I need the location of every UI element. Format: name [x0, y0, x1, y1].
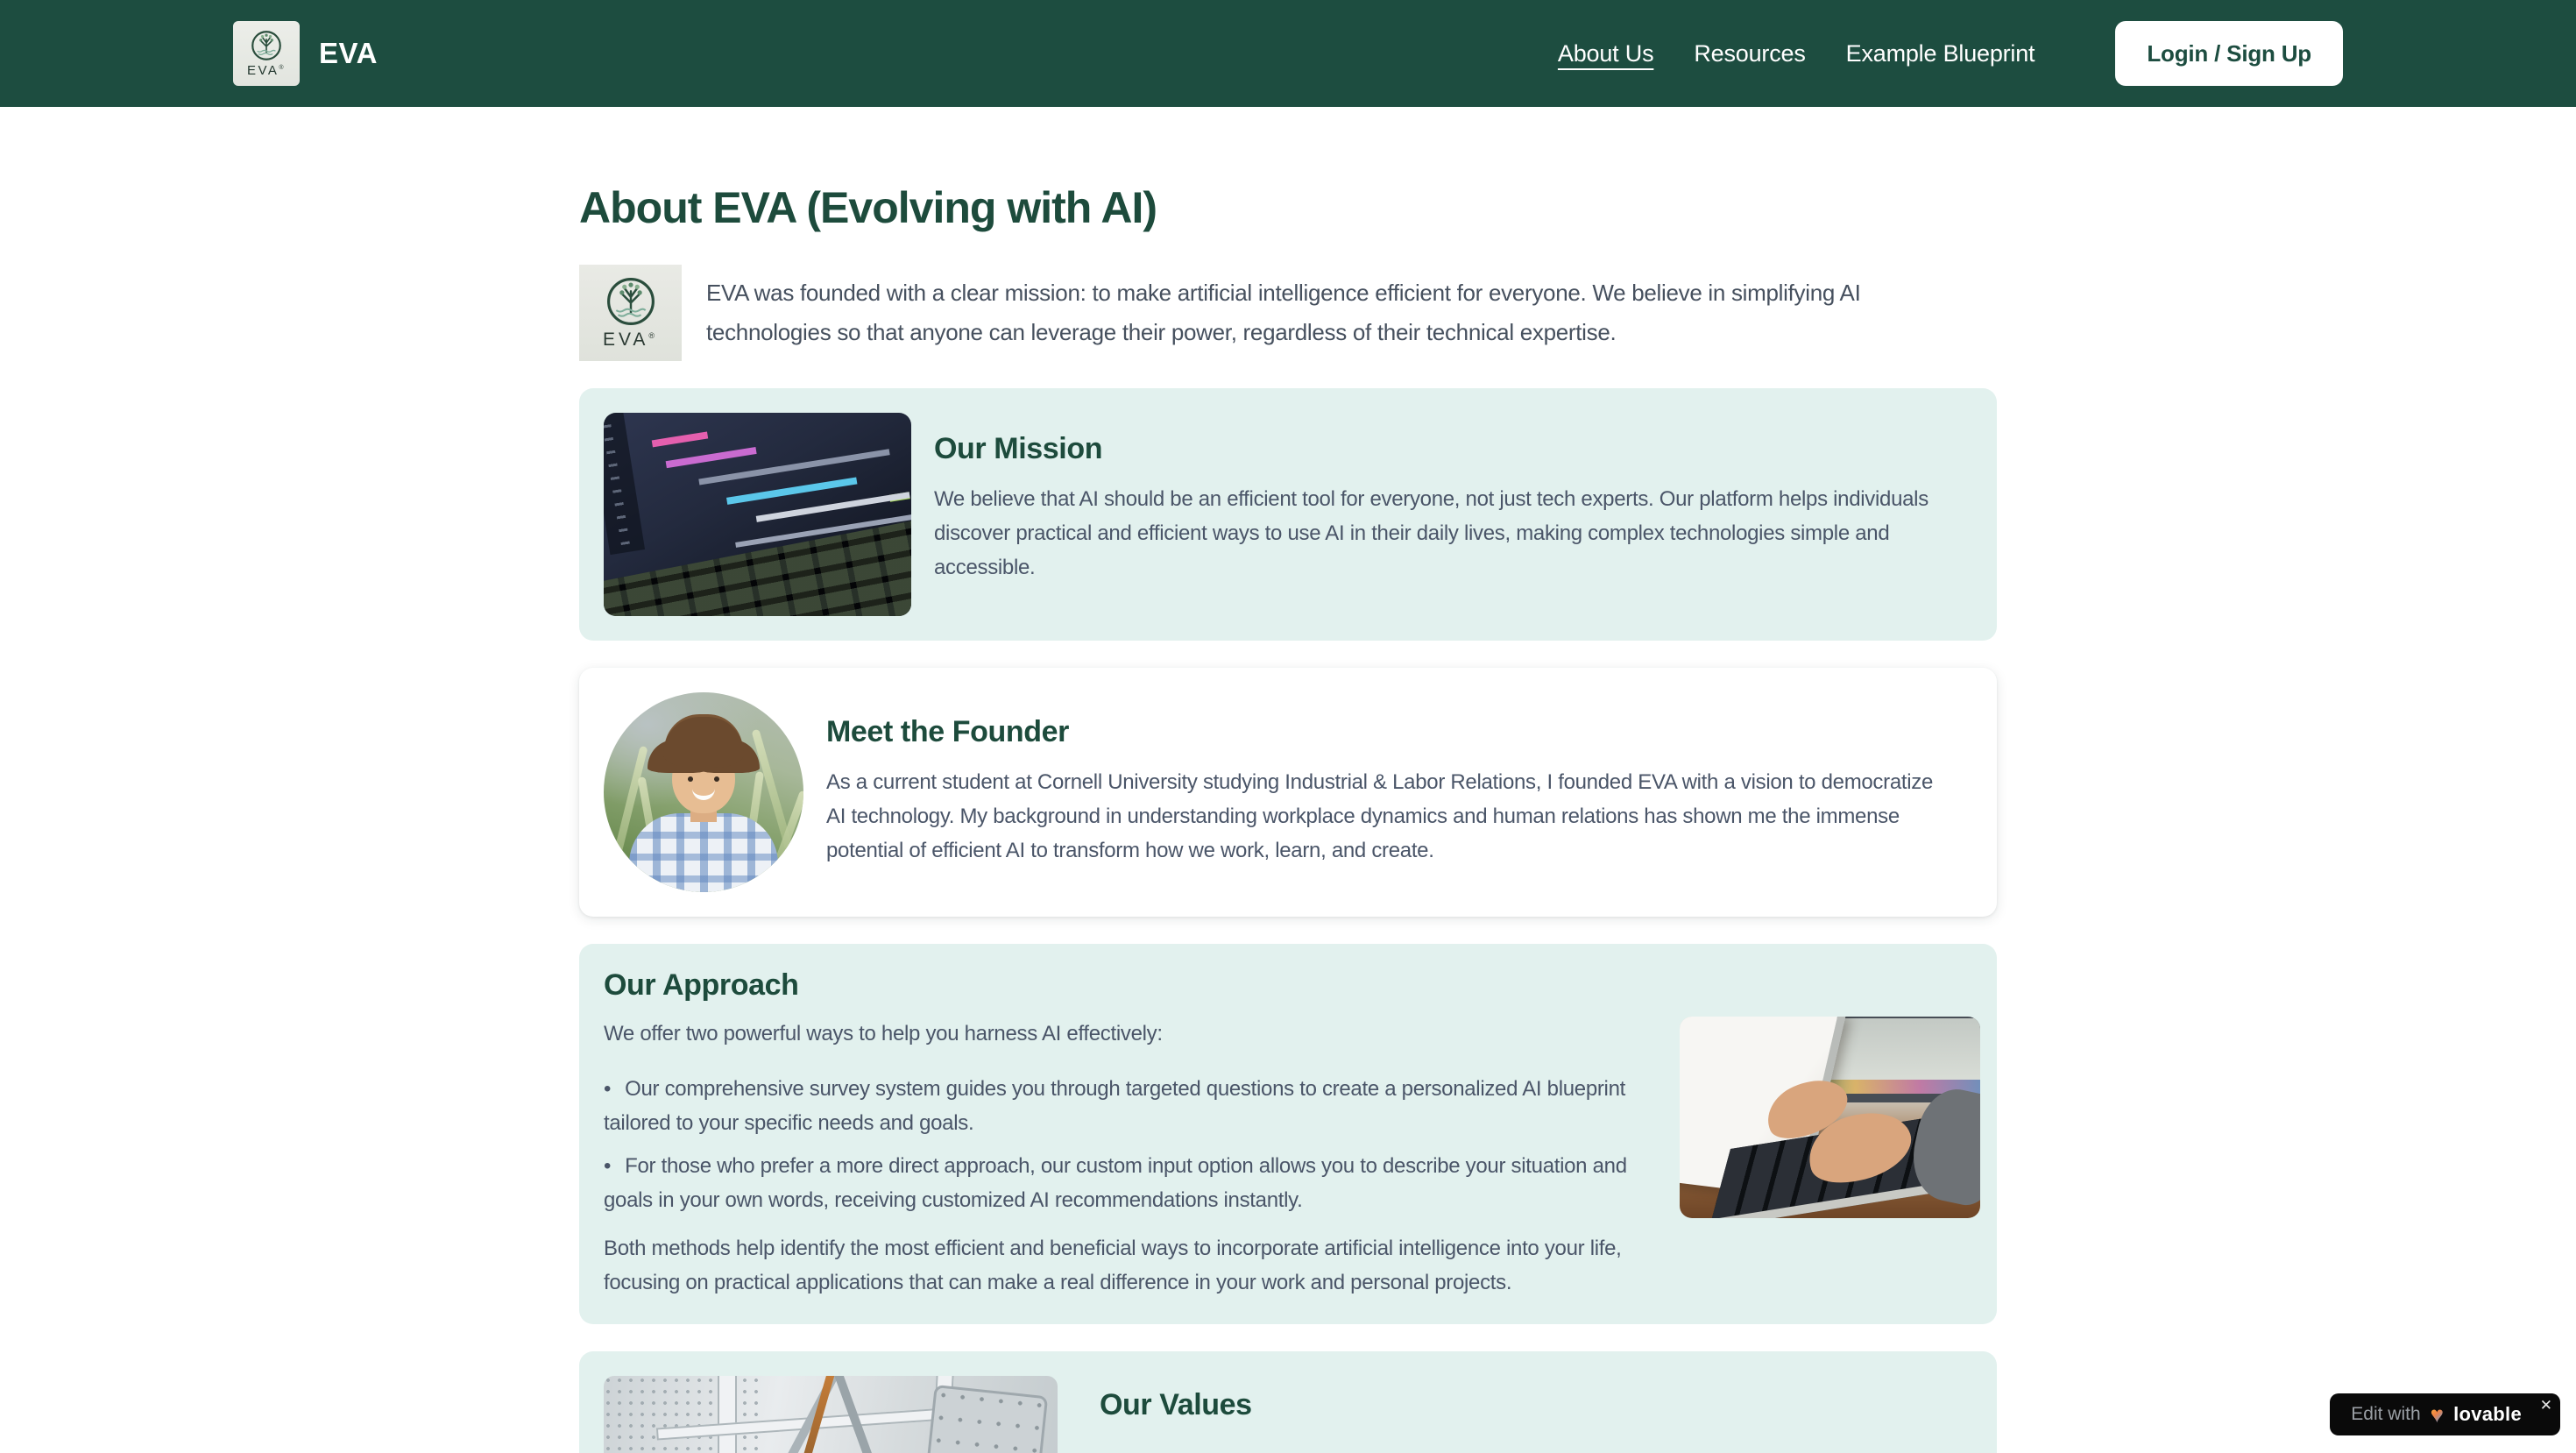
main-content: [579, 107, 1997, 1453]
page-title: About EVA (Evolving with AI): [579, 183, 1157, 232]
badge-prefix: Edit with: [2351, 1404, 2421, 1424]
approach-bullet-survey: • Our comprehensive survey system guides you through targeted questions to create a personalized AI blueprint tailored to your specific needs and goals.: [604, 1072, 1638, 1140]
industrial-machinery-photo: [604, 1376, 1058, 1453]
nav-link-about-us[interactable]: About Us: [1557, 39, 1654, 67]
lovable-heart-icon: ♥: [2430, 1401, 2445, 1428]
eva-tree-logo-icon: [605, 276, 656, 327]
mission-paragraph: We believe that AI should be an efficient tool for everyone, not just tech experts. Our platform helps individuals discover practical and efficient ways to use AI in their daily lives, making complex technologies simple and accessible.: [934, 487, 1928, 579]
approach-title: Our Approach: [604, 968, 799, 1002]
mission-title: Our Mission: [934, 432, 1103, 465]
site-header: [0, 0, 2576, 107]
lovable-wordmark: lovable: [2453, 1403, 2522, 1425]
code-editor-photo: [604, 413, 911, 616]
intro-section: [579, 265, 1997, 361]
approach-outro: Both methods help identify the most efficient and beneficial ways to incorporate artificial intelligence into your life, focusing on practical applications that can make a real difference in your work and personal projects.: [604, 1237, 1622, 1294]
eva-tree-logo-icon: [251, 30, 282, 61]
eva-logo-image: [579, 265, 682, 361]
curly-hair: [663, 717, 744, 768]
logo-wordmark: EVA®: [246, 62, 287, 78]
main-nav: [1558, 21, 2343, 86]
values-title: Our Values: [1100, 1388, 1252, 1421]
founder-photo: [604, 692, 803, 892]
founder-title: Meet the Founder: [826, 715, 1069, 748]
plaid-shirt: [629, 813, 778, 892]
founder-paragraph: As a current student at Cornell University studying Industrial & Labor Relations, I founded EVA with a vision to democratize AI technology. My background in understanding workplace dynamics and human relations has shown me the immense potential of efficient AI to transform how we work, learn, and create.: [826, 770, 1934, 862]
badge-close-icon[interactable]: ✕: [2539, 1397, 2552, 1414]
logo-wordmark: EVA®: [602, 329, 659, 350]
edit-with-lovable-badge[interactable]: [2330, 1393, 2560, 1435]
laptop-typing-photo: [1680, 1017, 1980, 1218]
intro-paragraph: EVA was founded with a clear mission: to make artificial intelligence efficient for everyone. We believe in simplifying AI technologies so that anyone can leverage their power, regardless of their technical expertise.: [706, 280, 1861, 345]
approach-list: [604, 1072, 1638, 1217]
approach-card: [579, 944, 1997, 1324]
login-signup-button[interactable]: Login / Sign Up: [2115, 21, 2343, 86]
approach-intro: We offer two powerful ways to help you harness AI effectively:: [604, 1022, 1163, 1045]
founder-card: [579, 668, 1997, 917]
brand-logo: [233, 21, 300, 86]
values-card: [579, 1351, 1997, 1453]
mission-card: [579, 388, 1997, 641]
brand-home-link[interactable]: [233, 21, 378, 86]
approach-bullet-custom-input: • For those who prefer a more direct approach, our custom input option allows you to describe your situation and goals in your own words, receiving customized AI recommendations instantly.: [604, 1149, 1638, 1217]
nav-link-resources[interactable]: Resources: [1694, 39, 1806, 67]
nav-link-example-blueprint[interactable]: Example Blueprint: [1845, 39, 2035, 67]
metal-plate: [911, 1385, 1048, 1453]
brand-title: EVA: [319, 37, 378, 69]
